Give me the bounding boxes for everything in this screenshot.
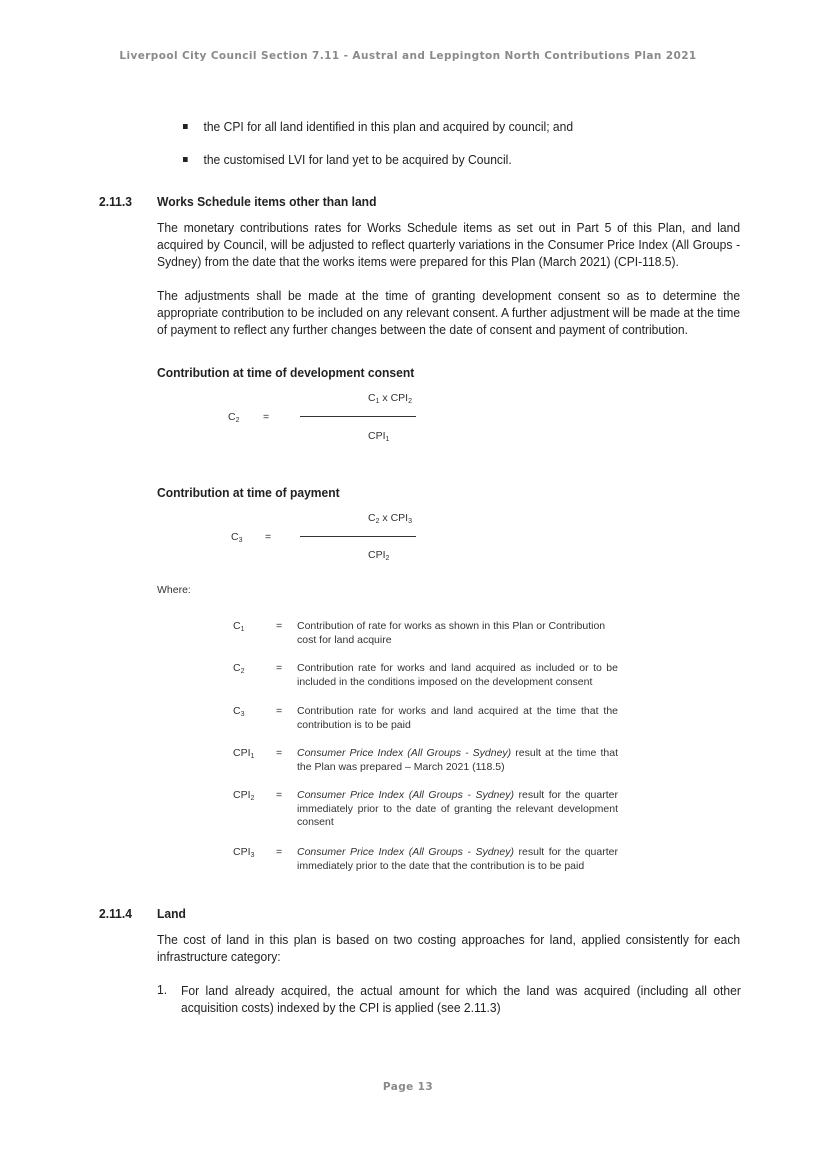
section-number: 2.11.3 [99, 194, 132, 209]
bullet-text: the customised LVI for land yet to be acquired by Council. [203, 152, 512, 167]
paragraph: The adjustments shall be made at the time of granting development consent so as to determine the appropriate contribution to be included on any relevant consent. A further adjustment will be made at the time of payment to reflect any further changes between the date of consent and payment of contribution. [157, 288, 741, 337]
fraction-bar [300, 416, 416, 417]
subheading-payment: Contribution at time of payment [157, 485, 340, 500]
definition-symbol: $C_3$ [233, 705, 245, 718]
definition-text: Consumer Price Index (All Groups - Sydney) result for the quarter immediately prior to the date of granting the relevant development consent [297, 789, 618, 828]
definition-symbol: $C_2$ [233, 662, 245, 675]
fraction-bar [300, 536, 416, 537]
formula-lhs: $C_2$ [228, 411, 240, 424]
bullet-marker [183, 157, 188, 162]
definition-equals: = [276, 705, 283, 717]
bullet-text: the CPI for all land identified in this plan and acquired by council; and [203, 119, 574, 134]
formula-numerator: $C_2$ x $CPI_3$ [368, 512, 412, 525]
formula-equals: = [265, 531, 272, 543]
definition-text: Contribution rate for works and land acquired at the time that the contribution is to be paid [297, 705, 618, 731]
definition-text: Consumer Price Index (All Groups - Sydney) result for the quarter immediately prior to the date that the contribution is to be paid [297, 846, 618, 872]
definition-equals: = [276, 662, 283, 674]
section-number: 2.11.4 [99, 906, 132, 921]
definition-text: Contribution of rate for works as shown in this Plan or Contribution cost for land acquire [297, 620, 606, 646]
definition-equals: = [276, 846, 283, 858]
subheading-consent: Contribution at time of development consent [157, 365, 415, 380]
definition-symbol: $C_1$ [233, 620, 245, 633]
definition-equals: = [276, 620, 283, 632]
formula-denominator: $CPI_2$ [368, 549, 390, 562]
page-number: Page 13 [382, 1081, 434, 1093]
formula-lhs: $C_3$ [231, 531, 243, 544]
formula-equals: = [263, 411, 270, 423]
definition-text: Contribution rate for works and land acquired as included or to be included in the conditions imposed on the development consent [297, 662, 618, 688]
list-item-number: 1. [157, 982, 168, 997]
paragraph: The cost of land in this plan is based on two costing approaches for land, applied consistently for each infrastructure category: [157, 932, 741, 964]
section-title: Works Schedule items other than land [157, 194, 377, 209]
formula-denominator: $CPI_1$ [368, 430, 390, 443]
paragraph: The monetary contributions rates for Works Schedule items as set out in Part 5 of this Plan, and land acquired by Council, will be adjusted to reflect quarterly variations in the Consumer Price Index (All Groups - Sydney) from the date that the works items were prepared for this Plan (March 2021) (CPI-118.5). [157, 220, 741, 269]
definition-equals: = [276, 789, 283, 801]
definition-text: Consumer Price Index (All Groups - Sydney) result at the time that the Plan was prepared – March 2021 (118.5) [297, 747, 618, 773]
definition-equals: = [276, 747, 283, 759]
section-title: Land [157, 906, 186, 921]
definition-symbol: $CPI_1$ [233, 747, 255, 760]
bullet-marker [183, 124, 188, 129]
definition-symbol: $CPI_2$ [233, 789, 255, 802]
list-item-text: For land already acquired, the actual amount for which the land was acquired (including all other acquisition costs) indexed by the CPI is applied (see 2.11.3) [181, 983, 741, 1015]
formula-numerator: $C_1$ x $CPI_2$ [368, 392, 412, 405]
definition-symbol: $CPI_3$ [233, 846, 255, 859]
where-label: Where: [157, 584, 191, 596]
page-header: Liverpool City Council Section 7.11 - Austral and Leppington North Contributions Plan 2021 [119, 50, 697, 62]
